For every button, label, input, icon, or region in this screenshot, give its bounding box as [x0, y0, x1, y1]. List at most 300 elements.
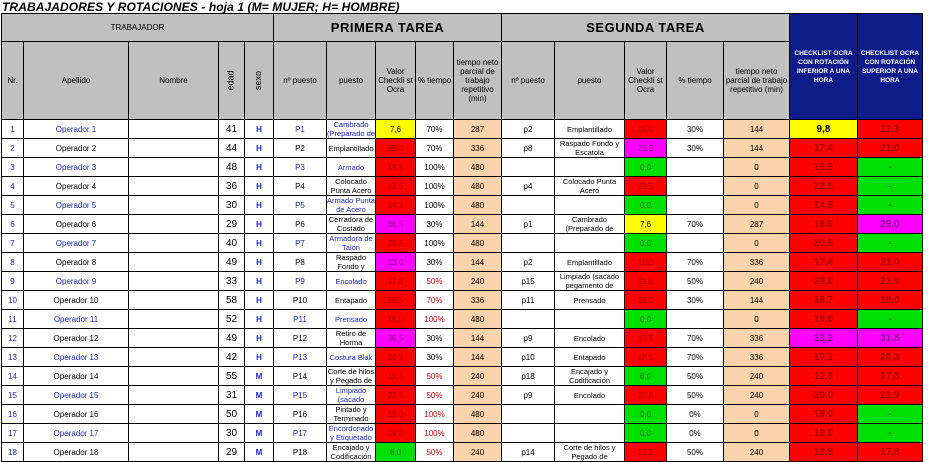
cell-pct-2[interactable] [667, 177, 724, 196]
cell-checklist-inferior[interactable]: 23,2 [790, 329, 858, 348]
cell-pct-1[interactable]: 50% [416, 386, 454, 405]
cell-valor-1[interactable]: 36,5 [376, 329, 416, 348]
cell-tiempo-1[interactable]: 480 [454, 424, 502, 443]
cell-valor-2[interactable]: 0,0 [625, 158, 667, 177]
cell-nr[interactable]: 18 [2, 443, 24, 462]
cell-tiempo-1[interactable]: 480 [454, 158, 502, 177]
cell-npuesto-2[interactable]: p2 [502, 253, 555, 272]
cell-tiempo-2[interactable]: 144 [724, 139, 790, 158]
cell-puesto-1[interactable]: Encolado [327, 272, 376, 291]
cell-nr[interactable]: 7 [2, 234, 24, 253]
cell-tiempo-1[interactable]: 144 [454, 329, 502, 348]
cell-npuesto-1[interactable]: P8 [274, 253, 327, 272]
cell-nombre[interactable] [129, 348, 219, 367]
cell-nr[interactable]: 11 [2, 310, 24, 329]
cell-nombre[interactable] [129, 139, 219, 158]
cell-npuesto-2[interactable]: p8 [502, 139, 555, 158]
table-row[interactable] [2, 120, 923, 139]
cell-valor-1[interactable]: 7,6 [376, 120, 416, 139]
cell-tiempo-2[interactable]: 0 [724, 234, 790, 253]
cell-npuesto-1[interactable]: P3 [274, 158, 327, 177]
cell-tiempo-1[interactable]: 480 [454, 310, 502, 329]
cell-pct-2[interactable]: 50% [667, 367, 724, 386]
cell-puesto-1[interactable]: Entapado [327, 291, 376, 310]
cell-pct-2[interactable]: 70% [667, 348, 724, 367]
cell-tiempo-1[interactable]: 144 [454, 215, 502, 234]
cell-valor-1[interactable]: 6,0 [376, 443, 416, 462]
cell-apellido[interactable]: Operador 4 [24, 177, 129, 196]
cell-npuesto-1[interactable]: P2 [274, 139, 327, 158]
cell-puesto-1[interactable]: Corte de hilos y Pegado de [327, 367, 375, 385]
cell-tiempo-2[interactable]: 240 [724, 272, 790, 291]
cell-valor-2[interactable]: 18,5 [625, 348, 667, 367]
cell-pct-2[interactable]: 30% [667, 139, 724, 158]
cell-nombre[interactable] [129, 253, 219, 272]
cell-tiempo-2[interactable]: 0 [724, 177, 790, 196]
table-row[interactable] [2, 348, 923, 367]
cell-npuesto-2[interactable]: p1 [502, 215, 555, 234]
cell-nombre[interactable] [129, 120, 219, 139]
cell-tiempo-1[interactable]: 480 [454, 234, 502, 253]
cell-npuesto-2[interactable]: p9 [502, 386, 555, 405]
cell-tiempo-1[interactable]: 480 [454, 405, 502, 424]
cell-nr[interactable]: 6 [2, 215, 24, 234]
cell-valor-2[interactable]: 19,5 [625, 443, 667, 462]
cell-tiempo-1[interactable]: 240 [454, 367, 502, 386]
cell-apellido[interactable]: Operador 1 [24, 120, 129, 139]
cell-nr[interactable]: 4 [2, 177, 24, 196]
cell-sexo[interactable]: M [245, 424, 274, 443]
cell-npuesto-1[interactable]: P15 [274, 386, 327, 405]
cell-tiempo-2[interactable]: 336 [724, 253, 790, 272]
cell-pct-1[interactable]: 100% [416, 405, 454, 424]
cell-nr[interactable]: 2 [2, 139, 24, 158]
cell-checklist-inferior[interactable]: 16,0 [790, 215, 858, 234]
cell-edad[interactable]: 55 [219, 367, 245, 386]
cell-valor-1[interactable]: 22,5 [376, 177, 416, 196]
cell-npuesto-2[interactable]: p14 [502, 443, 555, 462]
cell-puesto-2[interactable]: Colocado Punta Acero [555, 177, 625, 196]
cell-pct-2[interactable]: 50% [667, 272, 724, 291]
cell-checklist-superior[interactable]: 19,0 [858, 291, 923, 310]
cell-nr[interactable]: 8 [2, 253, 24, 272]
cell-valor-1[interactable]: 14,5 [376, 196, 416, 215]
table-row[interactable] [2, 215, 923, 234]
cell-pct-1[interactable]: 100% [416, 196, 454, 215]
table-row[interactable] [2, 291, 923, 310]
cell-puesto-1[interactable]: Raspado Fondo y [327, 253, 376, 272]
cell-apellido[interactable]: Operador 15 [24, 386, 129, 405]
cell-nombre[interactable] [129, 386, 219, 405]
cell-npuesto-2[interactable]: p15 [502, 272, 555, 291]
table-row[interactable] [2, 177, 923, 196]
cell-apellido[interactable]: Operador 17 [24, 424, 129, 443]
cell-checklist-inferior[interactable]: 19,0 [790, 310, 858, 329]
cell-sexo[interactable]: H [245, 234, 274, 253]
cell-tiempo-2[interactable]: 240 [724, 386, 790, 405]
cell-valor-2[interactable]: 23,0 [625, 139, 667, 158]
cell-tiempo-2[interactable]: 336 [724, 329, 790, 348]
cell-npuesto-2[interactable]: p2 [502, 120, 555, 139]
cell-tiempo-1[interactable]: 240 [454, 443, 502, 462]
cell-npuesto-1[interactable]: P11 [274, 310, 327, 329]
cell-valor-2[interactable]: 0,0 [625, 310, 667, 329]
cell-sexo[interactable]: H [245, 272, 274, 291]
cell-edad[interactable]: 36 [219, 177, 245, 196]
cell-nr[interactable]: 16 [2, 405, 24, 424]
cell-puesto-1[interactable]: Encajado y Codificación [327, 443, 376, 462]
cell-valor-1[interactable]: 17,5 [376, 272, 416, 291]
cell-puesto-2[interactable]: Cambrado (Preparado de [555, 215, 625, 234]
cell-pct-2[interactable] [667, 234, 724, 253]
cell-puesto-1[interactable]: Cambrado (Preparado de [327, 120, 375, 138]
cell-puesto-2[interactable] [555, 424, 625, 443]
cell-puesto-2[interactable]: Prensado [555, 291, 625, 310]
cell-tiempo-2[interactable]: 0 [724, 310, 790, 329]
cell-pct-1[interactable]: 70% [416, 291, 454, 310]
cell-puesto-2[interactable]: Limpiado (sacado pegamento de [555, 272, 625, 291]
cell-pct-1[interactable]: 100% [416, 310, 454, 329]
cell-npuesto-1[interactable]: P4 [274, 177, 327, 196]
cell-checklist-inferior[interactable]: 18,7 [790, 291, 858, 310]
cell-nombre[interactable] [129, 177, 219, 196]
cell-edad[interactable]: 30 [219, 424, 245, 443]
cell-puesto-2[interactable] [555, 158, 625, 177]
cell-puesto-2[interactable] [555, 196, 625, 215]
cell-nombre[interactable] [129, 405, 219, 424]
cell-pct-2[interactable]: 0% [667, 424, 724, 443]
cell-pct-2[interactable] [667, 158, 724, 177]
cell-pct-2[interactable] [667, 196, 724, 215]
cell-apellido[interactable]: Operador 7 [24, 234, 129, 253]
cell-nr[interactable]: 1 [2, 120, 24, 139]
cell-nr[interactable]: 10 [2, 291, 24, 310]
table-row[interactable] [2, 158, 923, 177]
cell-apellido[interactable]: Operador 18 [24, 443, 129, 462]
table-row[interactable] [2, 139, 923, 158]
cell-pct-2[interactable]: 70% [667, 215, 724, 234]
cell-pct-1[interactable]: 70% [416, 139, 454, 158]
cell-edad[interactable]: 50 [219, 405, 245, 424]
cell-puesto-2[interactable] [555, 405, 625, 424]
cell-puesto-1[interactable]: Cerradora de Costado [327, 215, 376, 234]
cell-npuesto-2[interactable] [502, 196, 555, 215]
cell-checklist-inferior[interactable]: 20,5 [790, 234, 858, 253]
cell-npuesto-2[interactable] [502, 424, 555, 443]
cell-sexo[interactable]: H [245, 139, 274, 158]
table-row[interactable] [2, 443, 923, 462]
cell-sexo[interactable]: H [245, 196, 274, 215]
cell-apellido[interactable]: Operador 5 [24, 196, 129, 215]
cell-puesto-2[interactable]: Encajado y Codificación [555, 367, 625, 386]
cell-pct-2[interactable]: 30% [667, 291, 724, 310]
cell-pct-2[interactable] [667, 310, 724, 329]
cell-npuesto-2[interactable]: p18 [502, 367, 555, 386]
cell-tiempo-1[interactable]: 240 [454, 386, 502, 405]
cell-pct-2[interactable]: 70% [667, 329, 724, 348]
cell-valor-1[interactable]: 19,0 [376, 424, 416, 443]
cell-sexo[interactable]: H [245, 120, 274, 139]
cell-checklist-superior[interactable]: 21,0 [858, 139, 923, 158]
cell-apellido[interactable]: Operador 13 [24, 348, 129, 367]
cell-npuesto-1[interactable]: P13 [274, 348, 327, 367]
cell-npuesto-2[interactable]: p9 [502, 329, 555, 348]
cell-tiempo-2[interactable]: 240 [724, 443, 790, 462]
cell-pct-2[interactable]: 30% [667, 120, 724, 139]
cell-checklist-inferior[interactable]: 19,0 [790, 405, 858, 424]
cell-tiempo-2[interactable]: 0 [724, 196, 790, 215]
cell-tiempo-2[interactable]: 0 [724, 158, 790, 177]
cell-checklist-superior[interactable]: - [858, 310, 923, 329]
cell-valor-1[interactable]: 19,0 [376, 405, 416, 424]
cell-edad[interactable]: 40 [219, 234, 245, 253]
cell-npuesto-1[interactable]: P16 [274, 405, 327, 424]
cell-valor-2[interactable]: 0,0 [625, 196, 667, 215]
cell-pct-2[interactable]: 50% [667, 386, 724, 405]
cell-tiempo-2[interactable]: 144 [724, 120, 790, 139]
cell-nombre[interactable] [129, 329, 219, 348]
cell-valor-1[interactable]: 19,5 [376, 367, 416, 386]
cell-puesto-1[interactable]: Pintado y Terminado [327, 405, 376, 424]
cell-valor-2[interactable]: 0,0 [625, 424, 667, 443]
table-row[interactable] [2, 196, 923, 215]
cell-checklist-inferior[interactable]: 17,4 [790, 253, 858, 272]
cell-tiempo-1[interactable]: 480 [454, 177, 502, 196]
cell-puesto-1[interactable]: Encordonado y Etiquetado [327, 424, 376, 443]
table-row[interactable] [2, 234, 923, 253]
cell-pct-1[interactable]: 30% [416, 253, 454, 272]
cell-tiempo-2[interactable]: 0 [724, 424, 790, 443]
cell-edad[interactable]: 48 [219, 158, 245, 177]
cell-valor-1[interactable]: 20,5 [376, 348, 416, 367]
cell-valor-2[interactable]: 15,0 [625, 253, 667, 272]
cell-puesto-1[interactable]: Armadora de Talón [327, 234, 376, 253]
cell-valor-2[interactable]: 0,0 [625, 405, 667, 424]
cell-npuesto-2[interactable]: p11 [502, 291, 555, 310]
cell-checklist-superior[interactable]: - [858, 177, 923, 196]
cell-valor-2[interactable]: 22,5 [625, 177, 667, 196]
cell-edad[interactable]: 30 [219, 196, 245, 215]
cell-puesto-2[interactable]: Encolado [555, 386, 625, 405]
cell-npuesto-2[interactable] [502, 234, 555, 253]
cell-checklist-superior[interactable]: 17,8 [858, 367, 923, 386]
cell-pct-1[interactable]: 50% [416, 367, 454, 386]
cell-pct-1[interactable]: 30% [416, 215, 454, 234]
table-row[interactable] [2, 253, 923, 272]
cell-pct-1[interactable]: 70% [416, 120, 454, 139]
cell-checklist-superior[interactable]: 29,0 [858, 215, 923, 234]
cell-apellido[interactable]: Operador 16 [24, 405, 129, 424]
cell-puesto-2[interactable]: Encolado [555, 329, 625, 348]
cell-npuesto-1[interactable]: P17 [274, 424, 327, 443]
cell-valor-2[interactable]: 6,0 [625, 367, 667, 386]
cell-checklist-inferior[interactable]: 19,5 [790, 158, 858, 177]
cell-npuesto-1[interactable]: P12 [274, 329, 327, 348]
cell-apellido[interactable]: Operador 3 [24, 158, 129, 177]
cell-puesto-1[interactable]: Armado [327, 158, 376, 177]
cell-tiempo-2[interactable]: 336 [724, 348, 790, 367]
cell-checklist-inferior[interactable]: 19,1 [790, 348, 858, 367]
cell-edad[interactable]: 41 [219, 120, 245, 139]
cell-checklist-superior[interactable]: 21,9 [858, 386, 923, 405]
cell-valor-1[interactable]: 15,0 [376, 139, 416, 158]
cell-sexo[interactable]: H [245, 348, 274, 367]
cell-tiempo-1[interactable]: 144 [454, 348, 502, 367]
cell-valor-2[interactable]: 17,5 [625, 329, 667, 348]
cell-edad[interactable]: 29 [219, 215, 245, 234]
cell-valor-1[interactable]: 22,5 [376, 386, 416, 405]
cell-apellido[interactable]: Operador 12 [24, 329, 129, 348]
cell-puesto-1[interactable]: Colocado Punta Acero [327, 177, 376, 196]
cell-checklist-inferior[interactable]: 20,0 [790, 386, 858, 405]
cell-checklist-superior[interactable]: - [858, 405, 923, 424]
cell-nombre[interactable] [129, 196, 219, 215]
cell-puesto-1[interactable]: Limpiado (sacado [327, 386, 376, 405]
cell-npuesto-1[interactable]: P5 [274, 196, 327, 215]
cell-sexo[interactable]: H [245, 253, 274, 272]
cell-pct-1[interactable]: 100% [416, 424, 454, 443]
cell-sexo[interactable]: H [245, 310, 274, 329]
cell-checklist-inferior[interactable]: 17,4 [790, 139, 858, 158]
cell-tiempo-2[interactable]: 287 [724, 215, 790, 234]
cell-apellido[interactable]: Operador 8 [24, 253, 129, 272]
cell-nr[interactable]: 9 [2, 272, 24, 291]
cell-checklist-superior[interactable]: 31,8 [858, 329, 923, 348]
cell-valor-2[interactable]: 22,5 [625, 272, 667, 291]
cell-puesto-1[interactable]: Emplantillado [327, 139, 376, 158]
cell-npuesto-2[interactable] [502, 310, 555, 329]
cell-checklist-superior[interactable]: - [858, 424, 923, 443]
cell-tiempo-2[interactable]: 144 [724, 291, 790, 310]
cell-npuesto-2[interactable]: p4 [502, 177, 555, 196]
cell-npuesto-1[interactable]: P1 [274, 120, 327, 139]
cell-pct-1[interactable]: 100% [416, 234, 454, 253]
table-row[interactable] [2, 424, 923, 443]
cell-edad[interactable]: 52 [219, 310, 245, 329]
table-row[interactable] [2, 329, 923, 348]
cell-checklist-inferior[interactable]: 20,0 [790, 272, 858, 291]
cell-tiempo-1[interactable]: 144 [454, 253, 502, 272]
cell-nombre[interactable] [129, 215, 219, 234]
cell-pct-1[interactable]: 30% [416, 348, 454, 367]
cell-sexo[interactable]: M [245, 405, 274, 424]
cell-apellido[interactable]: Operador 9 [24, 272, 129, 291]
cell-checklist-inferior[interactable]: 22,5 [790, 177, 858, 196]
cell-sexo[interactable]: M [245, 443, 274, 462]
cell-edad[interactable]: 49 [219, 329, 245, 348]
cell-apellido[interactable]: Operador 10 [24, 291, 129, 310]
cell-pct-1[interactable]: 50% [416, 443, 454, 462]
cell-nr[interactable]: 15 [2, 386, 24, 405]
cell-checklist-inferior[interactable]: 12,8 [790, 443, 858, 462]
cell-pct-2[interactable]: 70% [667, 253, 724, 272]
cell-npuesto-2[interactable] [502, 405, 555, 424]
cell-nombre[interactable] [129, 234, 219, 253]
cell-puesto-2[interactable] [555, 310, 625, 329]
cell-valor-2[interactable]: 0,0 [625, 234, 667, 253]
cell-tiempo-2[interactable]: 240 [724, 367, 790, 386]
cell-edad[interactable]: 44 [219, 139, 245, 158]
cell-puesto-2[interactable]: Raspado Fondo y Escatola [555, 139, 625, 158]
cell-valor-2[interactable]: 19,0 [625, 291, 667, 310]
cell-nombre[interactable] [129, 424, 219, 443]
cell-nombre[interactable] [129, 291, 219, 310]
cell-tiempo-1[interactable]: 336 [454, 291, 502, 310]
cell-tiempo-1[interactable]: 336 [454, 139, 502, 158]
cell-nombre[interactable] [129, 158, 219, 177]
cell-checklist-superior[interactable]: - [858, 158, 923, 177]
cell-checklist-superior[interactable]: 20,3 [858, 348, 923, 367]
cell-sexo[interactable]: H [245, 329, 274, 348]
cell-valor-2[interactable]: 7,6 [625, 215, 667, 234]
cell-checklist-inferior[interactable]: 12,8 [790, 367, 858, 386]
cell-sexo[interactable]: H [245, 177, 274, 196]
cell-npuesto-2[interactable]: p10 [502, 348, 555, 367]
cell-checklist-inferior[interactable]: 14,5 [790, 196, 858, 215]
cell-nombre[interactable] [129, 310, 219, 329]
cell-valor-2[interactable]: 15,0 [625, 120, 667, 139]
cell-checklist-superior[interactable]: 21,0 [858, 253, 923, 272]
cell-puesto-2[interactable]: Corte de hilos y Pegado de [555, 443, 625, 462]
cell-sexo[interactable]: H [245, 291, 274, 310]
cell-checklist-superior[interactable]: - [858, 196, 923, 215]
table-row[interactable] [2, 272, 923, 291]
cell-edad[interactable]: 29 [219, 443, 245, 462]
cell-valor-1[interactable]: 18,5 [376, 291, 416, 310]
cell-puesto-2[interactable]: Emplantillado [555, 120, 625, 139]
cell-tiempo-1[interactable]: 480 [454, 196, 502, 215]
cell-nr[interactable]: 17 [2, 424, 24, 443]
cell-tiempo-1[interactable]: 287 [454, 120, 502, 139]
cell-npuesto-1[interactable]: P7 [274, 234, 327, 253]
cell-checklist-superior[interactable]: 17,8 [858, 443, 923, 462]
cell-puesto-1[interactable]: Prensado [327, 310, 376, 329]
cell-npuesto-2[interactable] [502, 158, 555, 177]
cell-npuesto-1[interactable]: P10 [274, 291, 327, 310]
cell-npuesto-1[interactable]: P14 [274, 367, 327, 386]
cell-valor-1[interactable]: 19,0 [376, 310, 416, 329]
cell-edad[interactable]: 31 [219, 386, 245, 405]
cell-checklist-inferior[interactable]: 9,8 [790, 120, 858, 139]
cell-apellido[interactable]: Operador 14 [24, 367, 129, 386]
cell-apellido[interactable]: Operador 6 [24, 215, 129, 234]
cell-nr[interactable]: 5 [2, 196, 24, 215]
cell-pct-2[interactable]: 0% [667, 405, 724, 424]
cell-valor-1[interactable]: 20,5 [376, 234, 416, 253]
cell-pct-1[interactable]: 100% [416, 177, 454, 196]
cell-nr[interactable]: 3 [2, 158, 24, 177]
cell-checklist-superior[interactable]: - [858, 234, 923, 253]
table-row[interactable] [2, 386, 923, 405]
cell-edad[interactable]: 49 [219, 253, 245, 272]
cell-pct-1[interactable]: 100% [416, 158, 454, 177]
cell-puesto-2[interactable]: Emplantillado [555, 253, 625, 272]
table-row[interactable] [2, 367, 923, 386]
cell-puesto-1[interactable]: Armado Punta de Acero [327, 196, 375, 214]
table-row[interactable] [2, 310, 923, 329]
cell-edad[interactable]: 33 [219, 272, 245, 291]
cell-nombre[interactable] [129, 272, 219, 291]
cell-apellido[interactable]: Operador 11 [24, 310, 129, 329]
cell-tiempo-1[interactable]: 240 [454, 272, 502, 291]
cell-sexo[interactable]: H [245, 215, 274, 234]
cell-checklist-superior[interactable]: 21,9 [858, 272, 923, 291]
cell-valor-1[interactable]: 23,0 [376, 253, 416, 272]
cell-npuesto-1[interactable]: P6 [274, 215, 327, 234]
cell-nr[interactable]: 14 [2, 367, 24, 386]
cell-npuesto-1[interactable]: P18 [274, 443, 327, 462]
cell-puesto-1[interactable]: Retiro de Horma [327, 329, 376, 348]
